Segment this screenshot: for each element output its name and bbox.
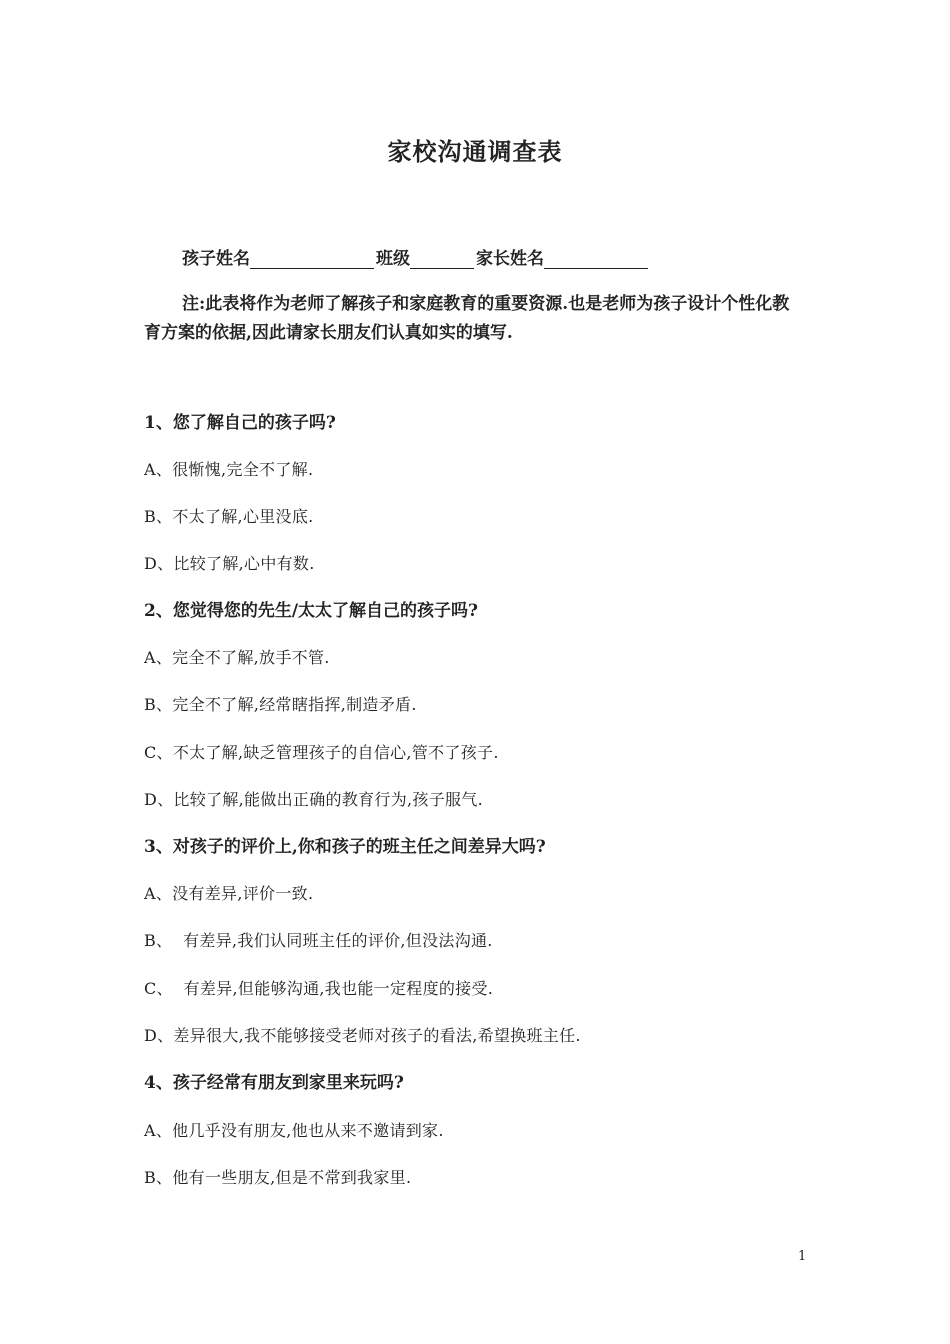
question-1-option-b: B、不太了解,心里没底. [144, 507, 314, 526]
info-line [182, 244, 650, 269]
class-blank[interactable] [410, 250, 474, 269]
question-1-option-d: D、比较了解,心中有数. [144, 554, 315, 573]
question-3-option-a: A、没有差异,评价一致. [144, 884, 314, 903]
question-1: 1、您了解自己的孩子吗? [144, 413, 336, 433]
page-number: 1 [798, 1249, 807, 1264]
child-name-label: 孩子姓名 [182, 249, 250, 269]
question-2-option-c: C、不太了解,缺乏管理孩子的自信心,管不了孩子. [144, 743, 499, 762]
page-title: 家校沟通调查表 [387, 137, 563, 166]
question-2-option-d: D、比较了解,能做出正确的教育行为,孩子服气. [144, 790, 483, 809]
question-3-option-c: C、 有差异,但能够沟通,我也能一定程度的接受. [144, 979, 494, 998]
class-label: 班级 [376, 249, 410, 269]
question-2-option-a: A、完全不了解,放手不管. [144, 648, 330, 667]
child-name-blank[interactable] [250, 250, 374, 269]
note-paragraph: 注:此表将作为老师了解孩子和家庭教育的重要资源.也是老师为孩子设计个性化教育方案的依据,因此请家长朋友们认真如实的填写. [144, 294, 790, 343]
question-3: 3、对孩子的评价上,你和孩子的班主任之间差异大吗? [144, 837, 546, 857]
question-4: 4、孩子经常有朋友到家里来玩吗? [144, 1073, 404, 1093]
question-3-option-b: B、 有差异,我们认同班主任的评价,但没法沟通. [144, 931, 493, 950]
question-2: 2、您觉得您的先生/太太了解自己的孩子吗? [144, 601, 478, 621]
question-4-option-a: A、他几乎没有朋友,他也从来不邀请到家. [144, 1121, 444, 1140]
question-1-option-a: A、很惭愧,完全不了解. [144, 460, 314, 479]
parent-name-blank[interactable] [544, 250, 648, 269]
parent-name-label: 家长姓名 [476, 249, 544, 269]
question-2-option-b: B、完全不了解,经常瞎指挥,制造矛盾. [144, 695, 417, 714]
question-4-option-b: B、他有一些朋友,但是不常到我家里. [144, 1168, 412, 1187]
question-3-option-d: D、差异很大,我不能够接受老师对孩子的看法,希望换班主任. [144, 1026, 581, 1045]
